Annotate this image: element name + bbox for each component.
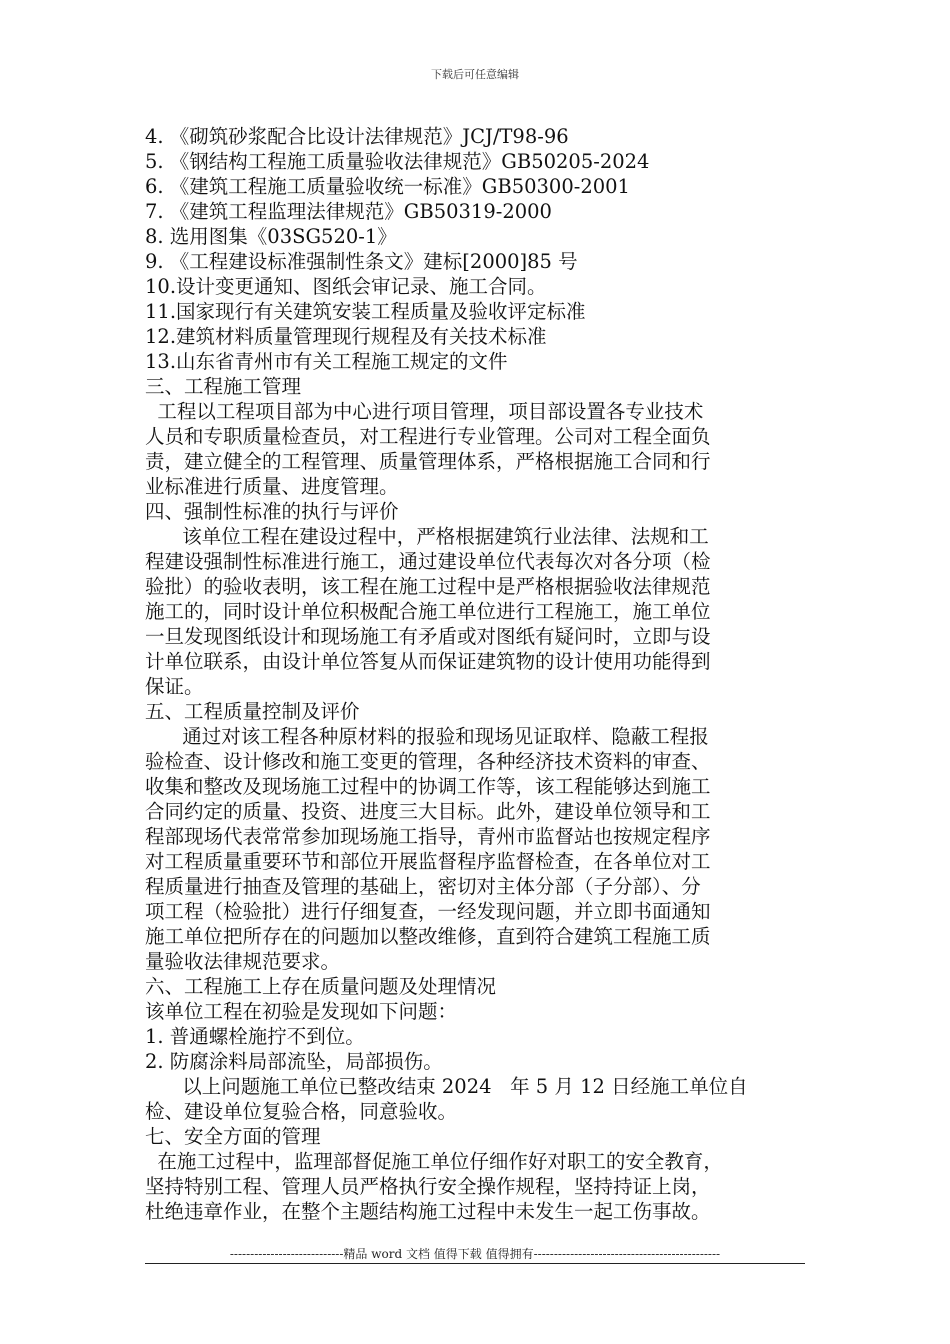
text-line: 业标准进行质量、进度管理。	[145, 475, 399, 498]
document-body	[145, 124, 805, 1224]
text-line: 2. 防腐涂料局部流坠，局部损伤。	[145, 1050, 443, 1073]
text-line: 收集和整改及现场施工过程中的协调工作等，该工程能够达到施工	[145, 775, 711, 798]
text-line: 对工程质量重要环节和部位开展监督程序监督检查，在各单位对工	[145, 850, 711, 873]
text-line: 责，建立健全的工程管理、质量管理体系，严格根据施工合同和行	[145, 450, 711, 473]
text-line: 施工单位把所存在的问题加以整改维修，直到符合建筑工程施工质	[145, 925, 711, 948]
text-line: 工程以工程项目部为中心进行项目管理，项目部设置各专业技术	[145, 400, 704, 423]
text-line: 程质量进行抽查及管理的基础上，密切对主体分部（子分部）、分	[145, 875, 701, 898]
text-line: 8. 选用图集《03SG520-1》	[145, 225, 397, 248]
section-heading: 三、工程施工管理	[145, 375, 302, 398]
text-line: 一旦发现图纸设计和现场施工有矛盾或对图纸有疑问时，立即与设	[145, 625, 711, 648]
text-line: 保证。	[145, 675, 204, 698]
text-line: 项工程（检验批）进行仔细复查，一经发现问题，并立即书面通知	[145, 900, 711, 923]
text-line: 合同约定的质量、投资、进度三大目标。此外，建设单位领导和工	[145, 800, 711, 823]
text-line: 12.建筑材料质量管理现行规程及有关技术标准	[145, 325, 547, 348]
text-line: 该单位工程在初验是发现如下问题：	[145, 1000, 458, 1023]
text-line: 该单位工程在建设过程中，严格根据建筑行业法律、法规和工	[145, 525, 709, 548]
text-line: 杜绝违章作业，在整个主题结构施工过程中未发生一起工伤事故。	[145, 1200, 711, 1223]
text-line: 程建设强制性标准进行施工，通过建设单位代表每次对各分项（检	[145, 550, 711, 573]
page-header: 下载后可任意编辑	[431, 68, 519, 81]
text-line: 9. 《工程建设标准强制性条文》建标[2000]85 号	[145, 250, 578, 273]
text-line: 施工的，同时设计单位积极配合施工单位进行工程施工，施工单位	[145, 600, 711, 623]
section-heading: 五、工程质量控制及评价	[145, 700, 360, 723]
text-line: 1. 普通螺栓施拧不到位。	[145, 1025, 365, 1048]
section-heading: 六、工程施工上存在质量问题及处理情况	[145, 975, 497, 998]
footer-divider	[145, 1263, 805, 1264]
text-line: 通过对该工程各种原材料的报验和现场见证取样、隐蔽工程报	[145, 725, 709, 748]
text-line: 5. 《钢结构工程施工质量验收法律规范》GB50205-2024	[145, 150, 650, 173]
text-line: 10.设计变更通知、图纸会审记录、施工合同。	[145, 275, 547, 298]
text-line: 坚持特别工程、管理人员严格执行安全操作规程，坚持持证上岗，	[145, 1175, 711, 1198]
text-line: 计单位联系，由设计单位答复从而保证建筑物的设计使用功能得到	[145, 650, 711, 673]
text-line: 程部现场代表常常参加现场施工指导，青州市监督站也按规定程序	[145, 825, 711, 848]
text-line: 检、建设单位复验合格，同意验收。	[145, 1100, 458, 1123]
section-heading: 七、安全方面的管理	[145, 1125, 321, 1148]
text-line: 验批）的验收表明，该工程在施工过程中是严格根据验收法律规范	[145, 575, 711, 598]
text-line: 量验收法律规范要求。	[145, 950, 341, 973]
text-line: 6. 《建筑工程施工质量验收统一标准》GB50300-2001	[145, 175, 630, 198]
text-line: 以上问题施工单位已整改结束 2024 年 5 月 12 日经施工单位自	[145, 1075, 748, 1098]
text-line: 11.国家现行有关建筑安装工程质量及验收评定标准	[145, 300, 586, 323]
text-line: 4. 《砌筑砂浆配合比设计法律规范》JCJ/T98-96	[145, 125, 569, 148]
section-heading: 四、强制性标准的执行与评价	[145, 500, 399, 523]
text-line: 验检查、设计修改和施工变更的管理，各种经济技术资料的审查、	[145, 750, 711, 773]
text-line: 在施工过程中，监理部督促施工单位仔细作好对职工的安全教育，	[145, 1150, 723, 1173]
text-line: 人员和专职质量检查员，对工程进行专业管理。公司对工程全面负	[145, 425, 711, 448]
page-footer: ----------------------------精品 word 文档 值得下载 值得拥有----------------------------------------------	[229, 1247, 721, 1261]
text-line: 13.山东省青州市有关工程施工规定的文件	[145, 350, 508, 373]
text-line: 7. 《建筑工程监理法律规范》GB50319-2000	[145, 200, 552, 223]
